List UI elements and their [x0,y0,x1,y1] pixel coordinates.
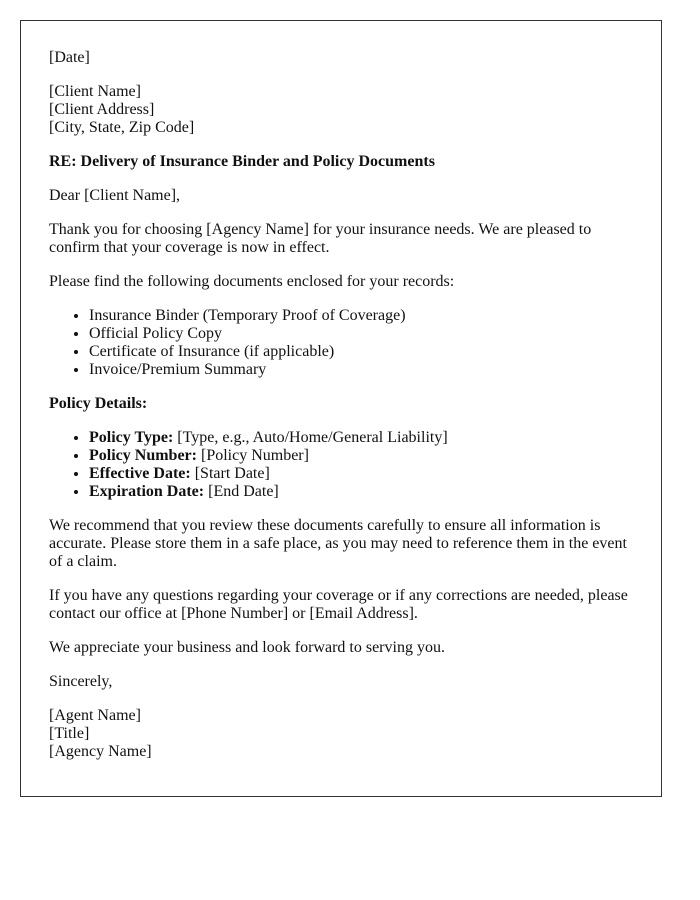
effective-date-label: Effective Date: [89,465,191,482]
appreciation-paragraph: We appreciate your business and look forward to serving you. [49,639,445,656]
recipient-name: [Client Name] [49,83,141,100]
subject-line: RE: Delivery of Insurance Binder and Policy Documents [49,153,435,170]
recipient-address: [Client Address] [49,101,155,118]
policy-details-heading: Policy Details: [49,395,148,412]
letter-document [20,20,662,797]
agent-name: [Agent Name] [49,707,141,724]
effective-date-value: [Start Date] [190,465,270,482]
policy-detail-item [89,483,633,501]
agency-name: [Agency Name] [49,743,152,760]
policy-type-label: Policy Type: [89,429,174,446]
recipient-block [49,83,633,137]
letter-date: [Date] [49,49,90,66]
closing: Sincerely, [49,673,113,690]
policy-detail-item [89,447,633,465]
enclosures-list [49,307,633,379]
policy-type-value: [Type, e.g., Auto/Home/General Liability] [173,429,448,446]
policy-number-label: Policy Number: [89,447,197,464]
policy-details-list [49,429,633,501]
policy-detail-item [89,429,633,447]
salutation: Dear [Client Name], [49,187,181,204]
recipient-city-state-zip: [City, State, Zip Code] [49,119,195,136]
agent-title: [Title] [49,725,90,742]
intro-paragraph: Thank you for choosing [Agency Name] for your insurance needs. We are pleased to confirm that your coverage is now in effect. [49,221,592,256]
signature-block [49,707,633,761]
expiration-date-label: Expiration Date: [89,483,205,500]
policy-detail-item [89,465,633,483]
expiration-date-value: [End Date] [204,483,279,500]
enclosure-item: • Invoice/Premium Summary [89,361,633,379]
enclosure-item: • Certificate of Insurance (if applicable) [89,343,633,361]
enclosure-item: • Official Policy Copy [89,325,633,343]
enclosures-intro: Please find the following documents enclosed for your records: [49,273,455,290]
enclosure-item: • Insurance Binder (Temporary Proof of Coverage) [89,307,633,325]
policy-number-value: [Policy Number] [196,447,309,464]
contact-paragraph: If you have any questions regarding your coverage or if any corrections are needed, please contact our office at [Phone Number] or [Email Address]. [49,587,628,622]
recommendation-paragraph: We recommend that you review these documents carefully to ensure all information is accurate. Please store them in a safe place, as you may need to reference them in the event of a claim. [49,517,627,570]
